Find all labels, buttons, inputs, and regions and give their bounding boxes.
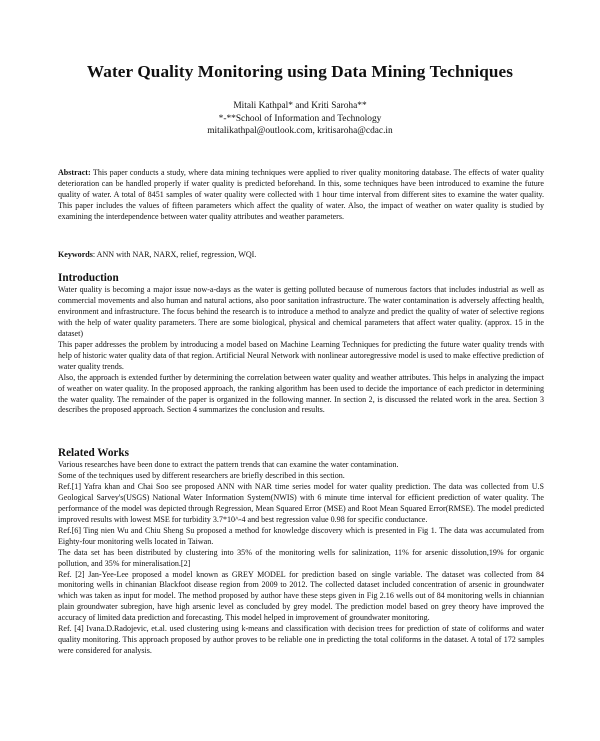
abstract-text: This paper conducts a study, where data mining techniques were applied to river quality monitoring database. The effects of water quality deterioration can be handled properly if water quality is predicted beforehand. In this, some techniques have been introduced to examine the future quality of water. A total of 8451 samples of water quality were collected with 1 hour time interval from different sites to examine the water quality. This paper includes the values of fifteen parameters which affect the quality of water. Also, the impact of weather on water quality is studied by examining the interdependence between water quality attributes and weather parameters. xyxy=(58,168,544,221)
intro-heading-block xyxy=(58,272,544,285)
author-block xyxy=(0,100,600,138)
intro-heading: Introduction xyxy=(58,272,119,284)
related-works-paragraph-3: Ref.[1] Yafra khan and Chai Soo see proposed ANN with NAR time series model for water quality prediction. The data was collected from U.S Geological Sarvey's(USGS) National Water Information System(NWIS) with 6 minute time interval for efficient prediction of water quality. The performance of the model was depicted through Regression, Mean Squared Error (MSE) and Root Mean Squared Error(RMSE). The model predicted improved results with lowest MSE for turbidity 3.7*10^-4 and best regression value 0.98 for specific conductance. xyxy=(58,481,544,524)
related-works-heading-block xyxy=(58,447,544,460)
related-works-paragraph-7: Ref. [4] Ivana.D.Radojevic, et.al. used clustering using k-means and classification with decision trees for prediction of state of coliforms and water quality monitoring. This approach proposed by author proves to be reliable one in predicting the total coliforms in the dataset. A total of 172 samples were considered for analysis. xyxy=(58,624,544,656)
intro-paragraph-3: Also, the approach is extended further by determining the correlation between water quality and weather attributes. This helps in analyzing the impact of weather on water quality. In the proposed approach, the ranking algorithm has been used to decide the importance of each predictor in determining the water quality. The remainder of the paper is organized in the following manner. In section 2, is discussed the related work in the area. Section 3 describes the proposed approach. Section 4 summarizes the conclusion and results. xyxy=(58,372,544,415)
related-works-paragraph-1: Various researches have been done to extract the pattern trends that can examine the water contamination. xyxy=(58,460,399,469)
author-affiliation: *-**School of Information and Technology xyxy=(218,113,382,124)
intro-paragraph-2: This paper addresses the problem by introducing a model based on Machine Learning Techniques for predicting the future water quality trends with help of historic water quality data of that region. Artificial Neural Network with nonlinear autoregressive model is used to make effective prediction of water quality trends. xyxy=(58,339,544,371)
abstract-section xyxy=(58,168,544,223)
abstract-paragraph xyxy=(58,168,544,223)
abstract-label: Abstract: xyxy=(58,168,91,177)
keywords-text: : ANN with NAR, NARX, relief, regression, WQI. xyxy=(92,250,257,259)
paper-title: Water Quality Monitoring using Data Mining Techniques xyxy=(86,62,514,81)
author-names: Mitali Kathpal* and Kriti Saroha** xyxy=(233,101,367,111)
related-works-paragraph-4: Ref.[6] Ting nien Wu and Chiu Sheng Su proposed a method for knowledge discovery which is presented in Fig 1. The data was accumulated from Eighty-four monitoring wells located in Taiwan. xyxy=(58,525,544,546)
related-works-paragraph-6: Ref. [2] Jan-Yee-Lee proposed a model known as GREY MODEL for prediction based on single variable. The dataset was collected from 84 monitoring wells in chinanian Blackfoot disease region from 2009 to 2012. The collected dataset included concentration of arsenic in groundwater which was taken as input for model. The method proposed by author have these steps given in Fig 2.16 wells out of 84 monitoring wells in chiannian plain groundwater subregion, have high arsenic level as concluded by grey model. The prediction model based on grey theory have improved the accuracy of limited data prediction and forecasting. This model helped in improvement of groundwater monitoring. xyxy=(58,569,544,623)
related-works-section xyxy=(58,460,544,657)
keywords-label: Keywords xyxy=(58,250,93,259)
related-works-heading: Related Works xyxy=(58,447,129,459)
related-works-paragraph-5: The data set has been distributed by clustering into 35% of the monitoring wells for salinization, 11% for arsenic dissolution,19% for organic pollution, and 35% for mineralisation.[2] xyxy=(58,547,544,568)
intro-section xyxy=(58,285,544,416)
intro-paragraph-1: Water quality is becoming a major issue now-a-days as the water is getting polluted because of numerous factors that includes industrial as well as commercial movements and also human and natural actions, also poor sanitation infrastructure. The water contamination is adversely affecting health, environment and infrastructure. The focus behind the research is to introduce a method to analyze and predict the quality of water of selective regions with the help of water quality parameters. There are some biological, physical and chemical parameters that affect water quality. (approx. 15 in the dataset) xyxy=(58,285,544,338)
keywords-section xyxy=(58,249,544,260)
related-works-paragraph-2: Some of the techniques used by different researchers are briefly described in this section. xyxy=(58,470,345,480)
author-emails: mitalikathpal@outlook.com, kritisaroha@cdac.in xyxy=(207,126,393,137)
